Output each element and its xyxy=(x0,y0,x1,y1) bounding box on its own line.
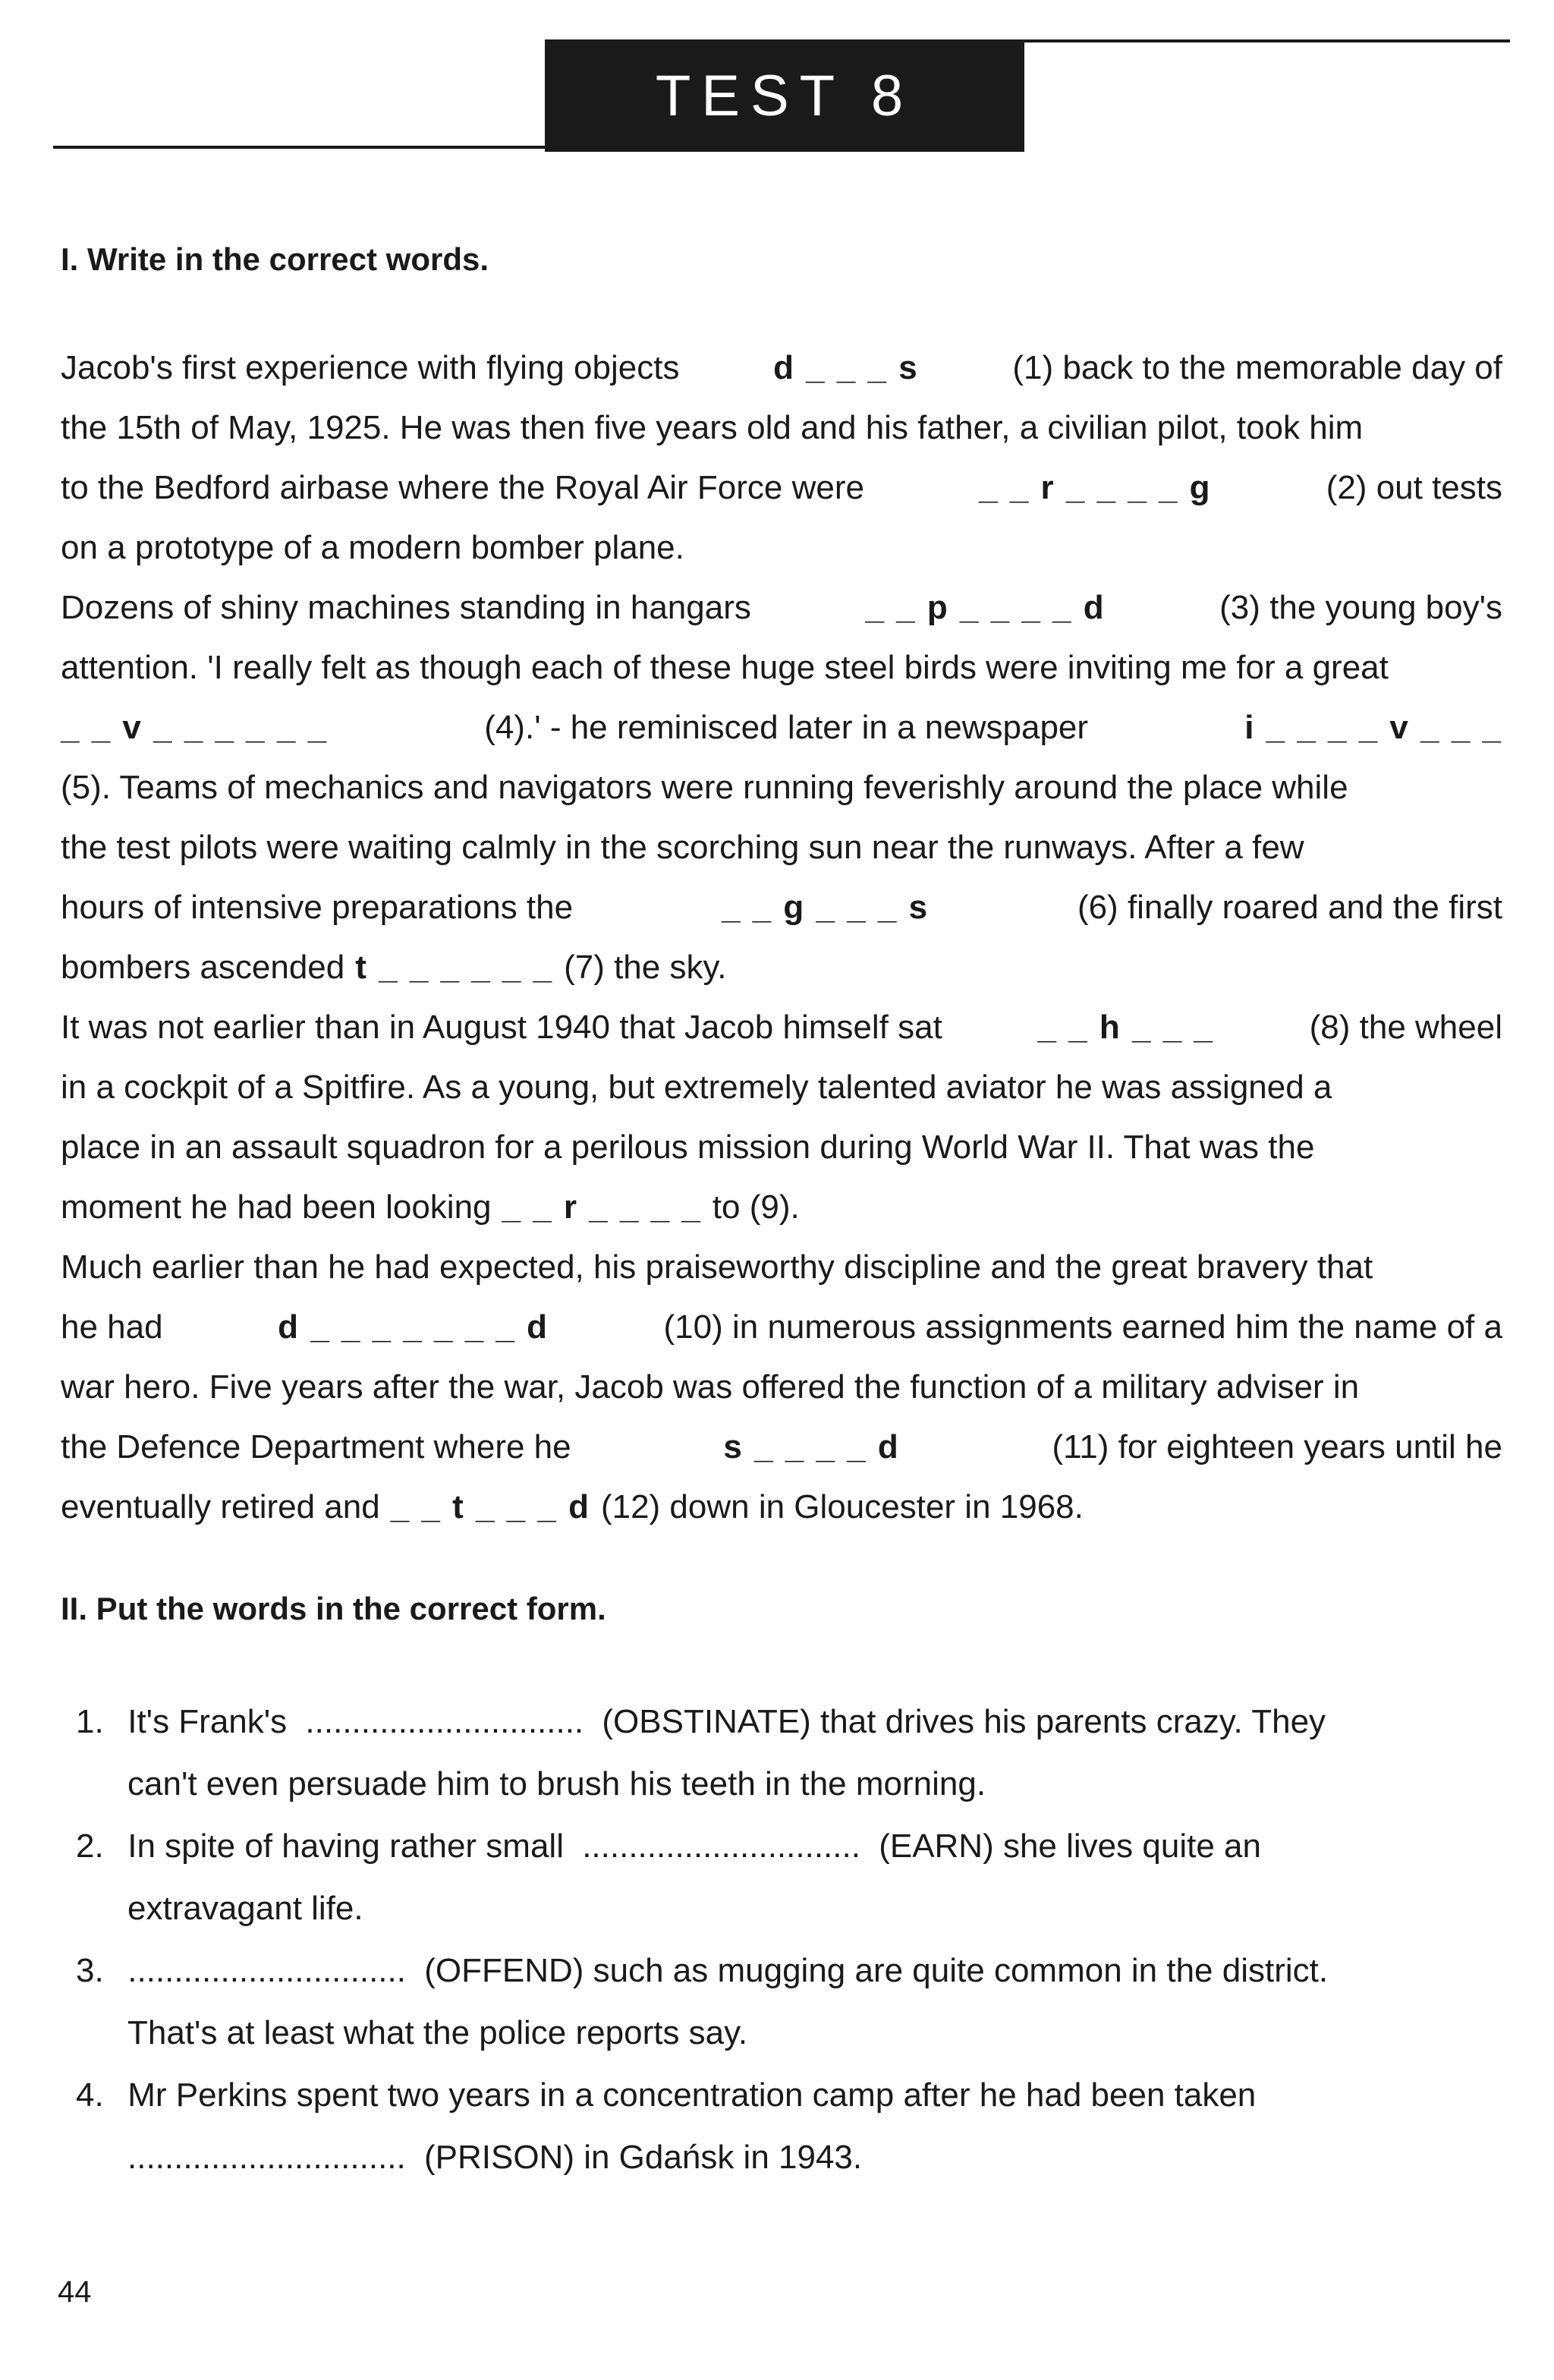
passage-text: (11) for eighteen years until he xyxy=(1052,1428,1502,1465)
item-number: 2. xyxy=(76,1828,104,1865)
passage-text: (2) out tests xyxy=(1326,469,1502,506)
answer-blank[interactable]: .............................. xyxy=(127,2139,406,2176)
passage-line xyxy=(61,997,1502,1057)
passage-text: (8) the wheel xyxy=(1309,1009,1502,1046)
passage-text: moment he had been looking xyxy=(61,1188,492,1226)
item-text: Mr Perkins spent two years in a concentration camp after he had been taken xyxy=(127,2076,1257,2114)
list-item xyxy=(76,2064,1502,2127)
exercise-list xyxy=(76,1691,1502,2189)
header-rule-right xyxy=(1024,39,1510,42)
passage-line xyxy=(61,1357,1502,1417)
passage-line xyxy=(61,1117,1502,1177)
passage-line xyxy=(61,338,1502,398)
passage-text: in a cockpit of a Spitfire. As a young, but extremely talented aviator he was assigned a xyxy=(61,1069,1332,1106)
passage xyxy=(61,338,1502,1537)
passage-line xyxy=(61,1177,1502,1237)
passage-text: (12) down in Gloucester in 1968. xyxy=(600,1488,1084,1525)
list-item xyxy=(76,1691,1502,1753)
passage-text: Much earlier than he had expected, his praiseworthy discipline and the great bravery that xyxy=(61,1248,1373,1286)
passage-text: eventually retired and xyxy=(61,1488,380,1525)
section1-heading: I. Write in the correct words. xyxy=(61,241,489,277)
passage-line xyxy=(61,398,1502,458)
passage-text: It was not earlier than in August 1940 that Jacob himself sat xyxy=(61,1009,942,1046)
passage-text: hours of intensive preparations the xyxy=(61,889,574,926)
item-continuation: That's at least what the police reports say. xyxy=(127,2014,748,2051)
passage-line xyxy=(61,817,1502,877)
item-text: (OFFEND) such as mugging are quite common in the district. xyxy=(424,1952,1329,1989)
item-continuation: extravagant life. xyxy=(127,1890,363,1927)
item-continuation xyxy=(76,2127,1502,2189)
item-number: 3. xyxy=(76,1952,104,1989)
passage-line xyxy=(61,518,1502,578)
passage-line xyxy=(61,638,1502,697)
passage-text: (3) the young boy's xyxy=(1219,589,1502,626)
passage-line xyxy=(61,1057,1502,1117)
word-gap[interactable]: _ _ p _ _ _ _ d xyxy=(865,589,1106,626)
page-number: 44 xyxy=(58,2275,92,2309)
passage-line xyxy=(61,1297,1502,1357)
header-rule-left xyxy=(53,146,546,149)
passage-text: (6) finally roared and the first xyxy=(1077,889,1502,926)
word-gap[interactable]: _ _ r _ _ _ _ g xyxy=(979,469,1212,506)
word-gap[interactable]: _ _ v _ _ _ _ _ _ xyxy=(61,709,329,746)
answer-blank[interactable]: .............................. xyxy=(305,1703,584,1740)
answer-blank[interactable]: .............................. xyxy=(582,1828,860,1865)
section2-heading: II. Put the words in the correct form. xyxy=(61,1591,606,1626)
passage-line xyxy=(61,1477,1502,1537)
passage-text: he had xyxy=(61,1308,163,1346)
item-text: It's Frank's xyxy=(127,1703,288,1740)
word-gap[interactable]: i _ _ _ _ v _ _ _ xyxy=(1244,709,1502,746)
passage-line xyxy=(61,757,1502,817)
passage-text: (4).' - he reminisced later in a newspaper xyxy=(484,709,1089,746)
passage-line xyxy=(61,1237,1502,1297)
item-text: In spite of having rather small xyxy=(127,1828,564,1865)
passage-line xyxy=(61,578,1502,638)
word-gap[interactable]: s _ _ _ _ d xyxy=(723,1428,900,1465)
word-gap[interactable]: _ _ r _ _ _ _ xyxy=(502,1188,702,1226)
passage-text: to the Bedford airbase where the Royal Air Force were xyxy=(61,469,864,506)
passage-line xyxy=(61,937,1502,997)
word-gap[interactable]: _ _ t _ _ _ d xyxy=(390,1488,590,1525)
passage-text: bombers ascended xyxy=(61,949,345,986)
item-text: (EARN) she lives quite an xyxy=(879,1828,1261,1865)
passage-text: on a prototype of a modern bomber plane. xyxy=(61,529,684,566)
word-gap[interactable]: _ _ h _ _ _ xyxy=(1037,1009,1214,1046)
passage-line xyxy=(61,1417,1502,1477)
word-gap[interactable]: d _ _ _ _ _ _ _ d xyxy=(278,1308,549,1346)
item-number: 4. xyxy=(76,2076,104,2114)
passage-line xyxy=(61,697,1502,757)
word-gap[interactable]: d _ _ _ s xyxy=(773,349,919,386)
item-text: (OBSTINATE) that drives his parents crazy. They xyxy=(602,1703,1326,1740)
passage-line xyxy=(61,458,1502,518)
item-number: 1. xyxy=(76,1703,104,1740)
passage-text: (5). Teams of mechanics and navigators were running feverishly around the place while xyxy=(61,769,1348,806)
passage-text: the test pilots were waiting calmly in the scorching sun near the runways. After a few xyxy=(61,829,1304,866)
word-gap[interactable]: t _ _ _ _ _ _ xyxy=(355,949,554,986)
passage-line xyxy=(61,877,1502,937)
passage-text: war hero. Five years after the war, Jacob was offered the function of a military adviser in xyxy=(61,1368,1360,1406)
answer-blank[interactable]: .............................. xyxy=(127,1952,406,1989)
item-continuation: can't even persuade him to brush his teeth in the morning. xyxy=(127,1765,986,1802)
passage-text: attention. 'I really felt as though each of these huge steel birds were inviting me for a great xyxy=(61,649,1389,686)
word-gap[interactable]: _ _ g _ _ _ s xyxy=(721,889,930,926)
passage-text: Jacob's first experience with flying objects xyxy=(61,349,680,386)
passage-text: place in an assault squadron for a perilous mission during World War II. That was the xyxy=(61,1129,1315,1166)
passage-text: (1) back to the memorable day of xyxy=(1012,349,1502,386)
passage-text: Dozens of shiny machines standing in hangars xyxy=(61,589,751,626)
test-title: TEST 8 xyxy=(545,39,1024,152)
passage-text: to (9). xyxy=(712,1188,800,1226)
passage-text: the Defence Department where he xyxy=(61,1428,571,1465)
passage-text: (10) in numerous assignments earned him the name of a xyxy=(663,1308,1502,1346)
list-item xyxy=(76,1940,1502,2002)
passage-text: (7) the sky. xyxy=(564,949,727,986)
item-text: (PRISON) in Gdańsk in 1943. xyxy=(423,2139,863,2176)
passage-text: the 15th of May, 1925. He was then five years old and his father, a civilian pilot, took him xyxy=(61,409,1364,446)
list-item xyxy=(76,1815,1502,1878)
